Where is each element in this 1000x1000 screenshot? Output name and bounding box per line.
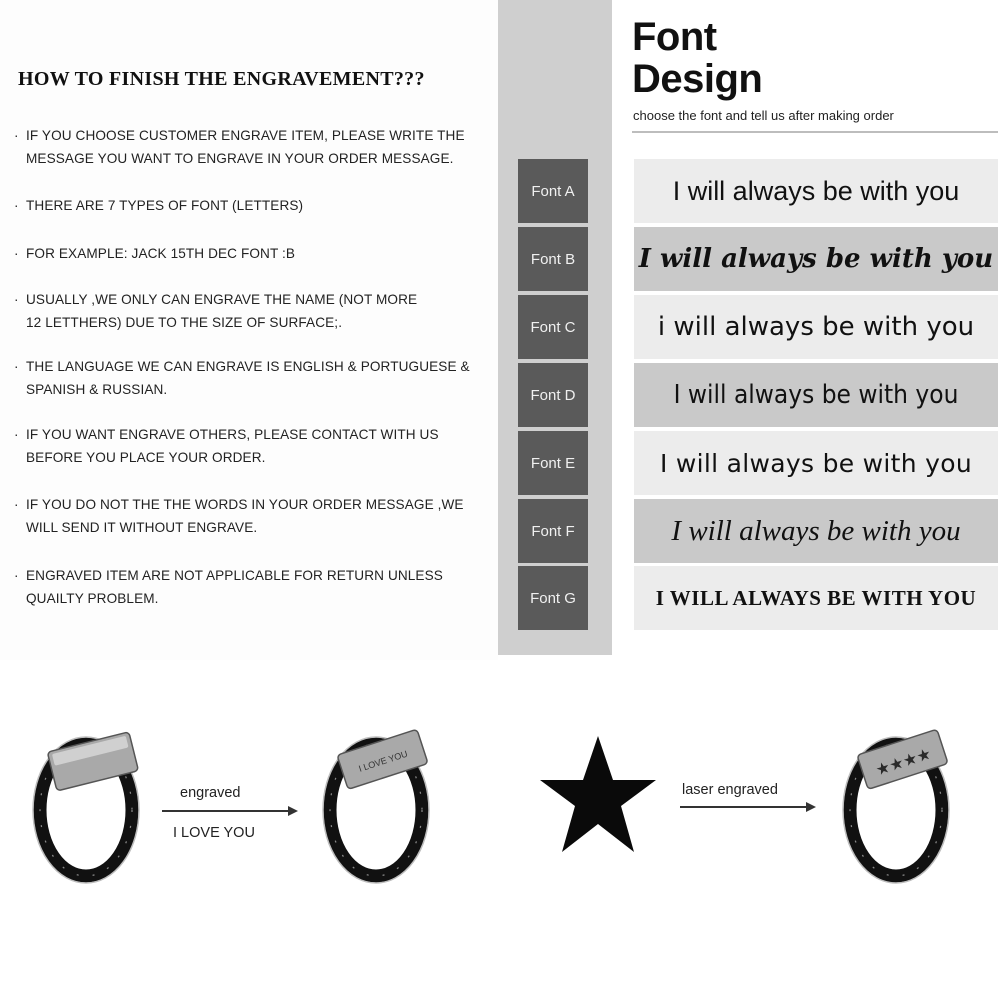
engraved-label: engraved xyxy=(180,785,241,801)
font-f-label: Font F xyxy=(518,499,588,563)
instruction-item xyxy=(14,124,484,170)
plate-stars: ★★★★ xyxy=(873,743,934,780)
font-design-title xyxy=(632,16,762,100)
engraving-instructions xyxy=(0,0,498,660)
font-c-label: Font C xyxy=(518,295,588,359)
plate-engraving-text: I LOVE YOU xyxy=(357,748,409,774)
engraved-text: I LOVE YOU xyxy=(173,825,255,841)
font-b-sample: I will always be with you xyxy=(634,227,998,291)
font-design-subtitle: choose the font and tell us after making order xyxy=(633,108,894,123)
star-engraved-bracelet-image xyxy=(838,718,958,888)
font-d-label: Font D xyxy=(518,363,588,427)
font-a-label: Font A xyxy=(518,159,588,223)
blank-bracelet-image xyxy=(28,718,148,888)
font-e-sample: I will always be with you xyxy=(634,431,998,495)
bullet-icon: · xyxy=(14,292,19,307)
instruction-item xyxy=(14,423,484,469)
laser-engraved-label: laser engraved xyxy=(682,782,778,798)
font-f-sample: I will always be with you xyxy=(634,499,998,563)
instructions-title: HOW TO FINISH THE ENGRAVEMENT??? xyxy=(18,68,425,90)
font-d-sample: I will always be with you xyxy=(634,363,998,427)
engraving-demo xyxy=(0,660,1000,1000)
instruction-text: IF YOU WANT ENGRAVE OTHERS, PLEASE CONTACT WITH US BEFORE YOU PLACE YOUR ORDER. xyxy=(26,427,439,465)
engraved-bracelet-image xyxy=(318,718,438,888)
bullet-icon: · xyxy=(14,198,19,213)
instruction-item xyxy=(14,493,484,539)
bullet-icon: · xyxy=(14,359,19,374)
instruction-text: IF YOU DO NOT THE THE WORDS IN YOUR ORDER MESSAGE ,WE WILL SEND IT WITHOUT ENGRAVE. xyxy=(26,497,464,535)
bullet-icon: · xyxy=(14,246,19,261)
instruction-text: ENGRAVED ITEM ARE NOT APPLICABLE FOR RETURN UNLESS QUAILTY PROBLEM. xyxy=(26,568,443,606)
arrow-right-icon xyxy=(160,804,300,818)
font-a-sample: I will always be with you xyxy=(634,159,998,223)
bullet-icon: · xyxy=(14,568,19,583)
instruction-text: USUALLY ,WE ONLY CAN ENGRAVE THE NAME (NOT MORE 12 LETTHERS) DUE TO THE SIZE OF SURFACE;. xyxy=(26,292,418,330)
instruction-text: FOR EXAMPLE: JACK 15TH DEC FONT :B xyxy=(26,246,296,261)
instruction-text: IF YOU CHOOSE CUSTOMER ENGRAVE ITEM, PLEASE WRITE THE MESSAGE YOU WANT TO ENGRAVE IN YOUR ORDER MESSAGE. xyxy=(26,128,465,166)
title-line-2: Design xyxy=(632,57,763,101)
instruction-item xyxy=(14,194,484,217)
instruction-item xyxy=(14,564,484,610)
bullet-icon: · xyxy=(14,497,19,512)
font-g-sample: I WILL ALWAYS BE WITH YOU xyxy=(634,566,998,630)
instruction-item xyxy=(14,288,484,334)
font-g-label: Font G xyxy=(518,566,588,630)
instruction-item xyxy=(14,242,484,265)
instruction-text: THE LANGUAGE WE CAN ENGRAVE IS ENGLISH & PORTUGUESE & SPANISH & RUSSIAN. xyxy=(26,359,470,397)
bullet-icon: · xyxy=(14,128,19,143)
font-design-panel xyxy=(498,0,1000,660)
bullet-icon: · xyxy=(14,427,19,442)
font-e-label: Font E xyxy=(518,431,588,495)
title-divider xyxy=(632,131,998,133)
font-b-label: Font B xyxy=(518,227,588,291)
arrow-right-icon xyxy=(678,800,818,814)
star-icon xyxy=(538,732,658,862)
font-c-sample: i will always be with you xyxy=(634,295,998,359)
title-line-1: Font xyxy=(632,15,717,59)
instruction-text: THERE ARE 7 TYPES OF FONT (LETTERS) xyxy=(26,198,304,213)
instruction-item xyxy=(14,355,484,401)
